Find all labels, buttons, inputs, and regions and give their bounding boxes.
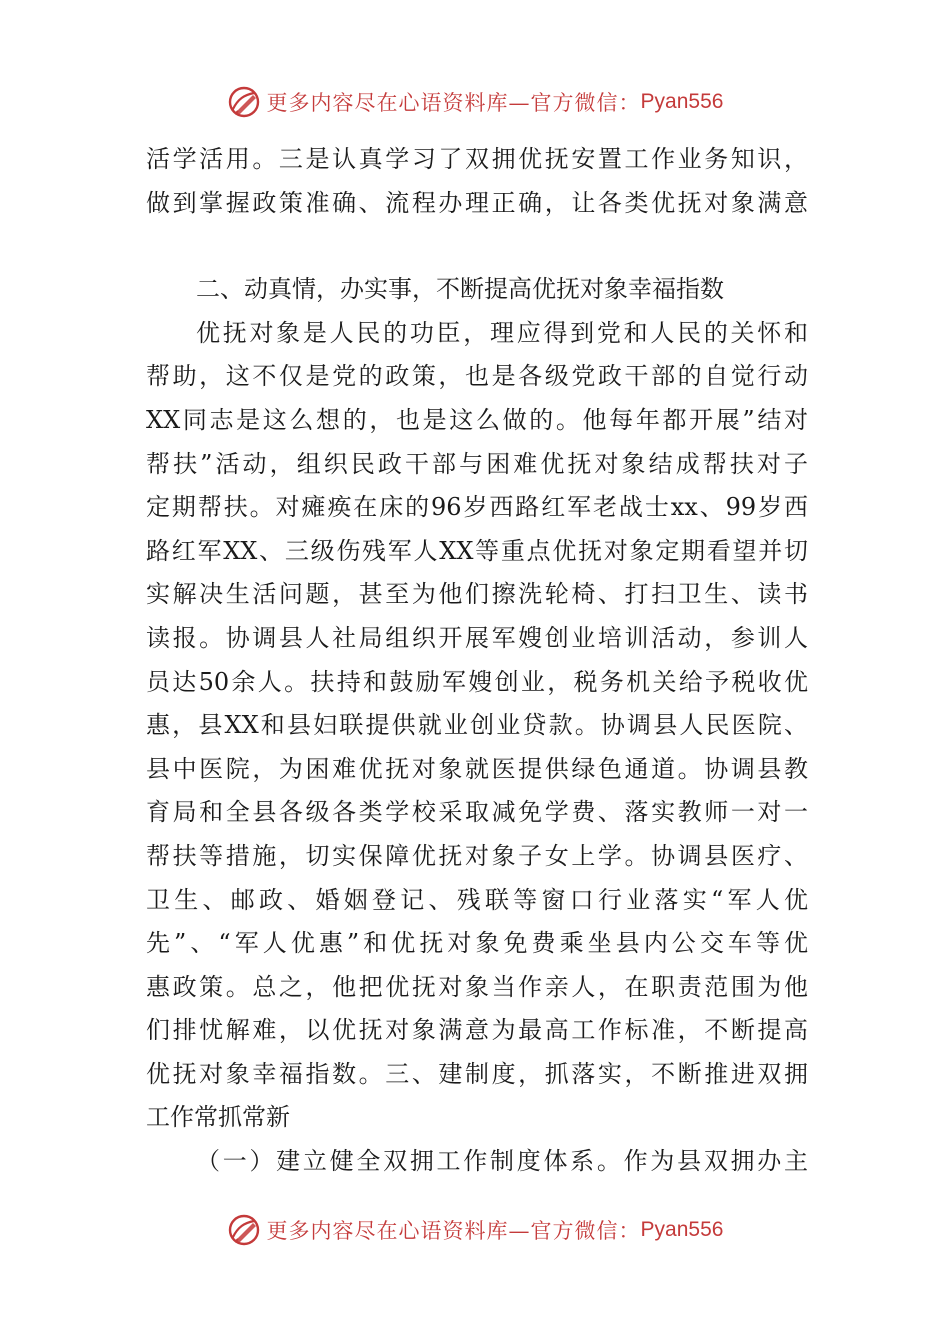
text-line: 卫生、邮政、婚姻登记、残联等窗口行业落实“军人优: [146, 885, 808, 914]
footer-banner: [0, 1208, 950, 1252]
signature-pen-icon: [227, 1213, 261, 1247]
text-line: 做到掌握政策准确、流程办理正确，让各类优抚对象满意: [146, 188, 808, 217]
text-line: 帮助，这不仅是党的政策，也是各级党政干部的自觉行动: [146, 362, 808, 391]
text-line: 定期帮扶。对瘫痪在床的96岁西路红军老战士xx、99岁西: [146, 493, 808, 522]
section-heading: 二、动真情，办实事，不断提高优抚对象幸福指数: [196, 275, 724, 304]
text-line: 县中医院，为困难优抚对象就医提供绿色通道。协调县教: [146, 754, 808, 783]
text-line: 路红军XX、三级伤残军人XX等重点优抚对象定期看望并切: [146, 536, 808, 565]
banner-text: 更多内容尽在心语资料库—官方微信：: [266, 1219, 641, 1243]
paragraph-first-line: 优抚对象是人民的功臣，理应得到党和人民的关怀和: [196, 318, 808, 347]
text-line: 工作常抓常新: [146, 1103, 290, 1132]
text-line: 们排忧解难，以优抚对象满意为最高工作标准，不断提高: [146, 1016, 808, 1045]
banner-wechat-handle: Pyan556: [640, 1218, 724, 1241]
text-line: 惠政策。总之，他把优抚对象当作亲人，在职责范围为他: [146, 972, 808, 1001]
text-line: 员达50余人。扶持和鼓励军嫂创业，税务机关给予税收优: [146, 667, 808, 696]
document-body: [146, 138, 808, 1184]
text-line: 帮扶等措施，切实保障优抚对象子女上学。协调县医疗、: [146, 841, 808, 870]
text-line: 优抚对象幸福指数。三、建制度，抓落实，不断推进双拥: [146, 1059, 808, 1088]
paragraph-first-line: （一）建立健全双拥工作制度体系。作为县双拥办主: [196, 1147, 808, 1176]
text-line: XX同志是这么想的，也是这么做的。他每年都开展”结对: [146, 405, 808, 434]
text-line: 读报。协调县人社局组织开展军嫂创业培训活动，参训人: [146, 623, 808, 652]
text-line: 育局和全县各级各类学校采取减免学费、落实教师一对一: [146, 798, 808, 827]
text-line: 帮扶”活动，组织民政干部与困难优抚对象结成帮扶对子: [146, 449, 808, 478]
signature-pen-icon: [227, 85, 261, 119]
banner-text: 更多内容尽在心语资料库—官方微信：: [266, 91, 641, 115]
banner-wechat-handle: Pyan556: [640, 90, 724, 113]
text-line: 先”、“军人优惠”和优抚对象免费乘坐县内公交车等优: [146, 929, 808, 958]
text-line: 实解决生活问题，甚至为他们擦洗轮椅、打扫卫生、读书: [146, 580, 808, 609]
text-line: 惠，县XX和县妇联提供就业创业贷款。协调县人民医院、: [146, 711, 808, 740]
text-line: 活学活用。三是认真学习了双拥优抚安置工作业务知识，: [146, 145, 808, 173]
header-banner: [0, 80, 950, 124]
